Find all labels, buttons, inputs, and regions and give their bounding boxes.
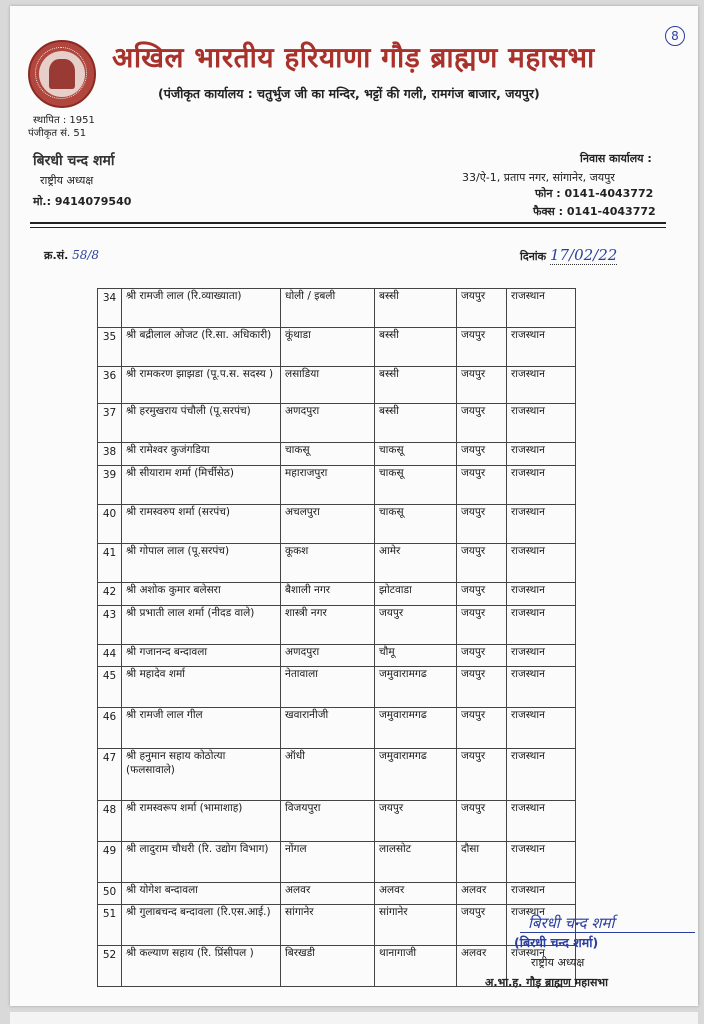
table-row bbox=[98, 367, 576, 404]
residence-address: 33/ऐ-1, प्रताप नगर, सांगानेर, जयपुर bbox=[462, 171, 615, 184]
cell-district: जयपुर bbox=[457, 544, 507, 583]
cell-state: राजस्थान bbox=[507, 708, 576, 749]
cell-no: 50 bbox=[98, 883, 122, 905]
table-row bbox=[98, 749, 576, 801]
cell-name: श्री सीयाराम शर्मा (मिर्चीसेठ) bbox=[122, 466, 281, 505]
cell-tehsil: सांगानेर bbox=[375, 905, 457, 946]
cell-tehsil: जमुवारामगढ bbox=[375, 749, 457, 801]
cell-state: राजस्थान bbox=[507, 544, 576, 583]
cell-tehsil: अलवर bbox=[375, 883, 457, 905]
cell-district: जयपुर bbox=[457, 667, 507, 708]
cell-name: श्री बद्रीलाल ओजट (रि.सा. अधिकारी) bbox=[122, 328, 281, 367]
mobile-number: मो.: 9414079540 bbox=[33, 195, 132, 208]
cell-name: श्री रामजी लाल गील bbox=[122, 708, 281, 749]
signature-underline bbox=[520, 932, 695, 933]
cell-name: श्री गुलाबचन्द बन्दावला (रि.एस.आई.) bbox=[122, 905, 281, 946]
established-year: स्थापित : 1951 bbox=[33, 115, 95, 126]
cell-district: दौसा bbox=[457, 842, 507, 883]
cell-name: श्री कल्याण सहाय (रि. प्रिंसीपल ) bbox=[122, 946, 281, 987]
cell-state: राजस्थान bbox=[507, 328, 576, 367]
cell-state: राजस्थान bbox=[507, 801, 576, 842]
organization-title: अखिल भारतीय हरियाणा गौड़ ब्राह्मण महासभा bbox=[112, 41, 595, 74]
cell-state: राजस्थान bbox=[507, 583, 576, 606]
date-value: 17/02/22 bbox=[549, 246, 618, 264]
cell-name: श्री योगेश बन्दावला bbox=[122, 883, 281, 905]
cell-village: नेतावाला bbox=[281, 667, 375, 708]
cell-tehsil: चाकसू bbox=[375, 505, 457, 544]
cell-no: 39 bbox=[98, 466, 122, 505]
header-divider-thin bbox=[30, 227, 666, 228]
cell-name: श्री हनुमान सहाय कोठोत्या (फलसावाले) bbox=[122, 749, 281, 801]
cell-no: 44 bbox=[98, 645, 122, 667]
cell-no: 46 bbox=[98, 708, 122, 749]
cell-no: 40 bbox=[98, 505, 122, 544]
cell-village: कूकश bbox=[281, 544, 375, 583]
registered-office: (पंजीकृत कार्यालय : चतुर्भुज जी का मन्दिर, भट्टों की गली, रामगंज बाजार, जयपुर) bbox=[158, 86, 540, 101]
cell-name: श्री रामकरण झाझडा (पू.प.स. सदस्य ) bbox=[122, 367, 281, 404]
table-row bbox=[98, 801, 576, 842]
cell-state: राजस्थान bbox=[507, 645, 576, 667]
cell-village: बैशाली नगर bbox=[281, 583, 375, 606]
cell-state: राजस्थान bbox=[507, 905, 576, 946]
header-divider bbox=[30, 222, 666, 224]
seal-emblem-icon bbox=[49, 59, 75, 89]
cell-district: जयपुर bbox=[457, 583, 507, 606]
cell-tehsil: आमेर bbox=[375, 544, 457, 583]
cell-district: अलवर bbox=[457, 883, 507, 905]
cell-no: 49 bbox=[98, 842, 122, 883]
cell-village: अणदपुरा bbox=[281, 404, 375, 443]
table-row bbox=[98, 667, 576, 708]
cell-tehsil: जमुवारामगढ bbox=[375, 708, 457, 749]
table-row bbox=[98, 289, 576, 328]
table-row bbox=[98, 883, 576, 905]
cell-tehsil: चाकसू bbox=[375, 443, 457, 466]
cell-district: जयपुर bbox=[457, 606, 507, 645]
table-row bbox=[98, 842, 576, 883]
date-field bbox=[520, 246, 617, 264]
cell-district: जयपुर bbox=[457, 708, 507, 749]
cell-state: राजस्थान bbox=[507, 667, 576, 708]
cell-name: श्री रामेश्वर कुजंगडिया bbox=[122, 443, 281, 466]
cell-district: जयपुर bbox=[457, 443, 507, 466]
cell-state: राजस्थान bbox=[507, 505, 576, 544]
table-row bbox=[98, 606, 576, 645]
cell-no: 51 bbox=[98, 905, 122, 946]
cell-tehsil: बस्सी bbox=[375, 367, 457, 404]
cell-name: श्री अशोक कुमार बलेसरा bbox=[122, 583, 281, 606]
handwritten-signature: बिरधी चन्द शर्मा bbox=[528, 914, 615, 932]
cell-tehsil: जमुवारामगढ bbox=[375, 667, 457, 708]
cell-tehsil: बस्सी bbox=[375, 289, 457, 328]
cell-no: 41 bbox=[98, 544, 122, 583]
cell-tehsil: झोटवाडा bbox=[375, 583, 457, 606]
cell-state: राजस्थान bbox=[507, 883, 576, 905]
cell-state: राजस्थान bbox=[507, 606, 576, 645]
cell-name: श्री प्रभाती लाल शर्मा (नीदड वाले) bbox=[122, 606, 281, 645]
cell-district: जयपुर bbox=[457, 466, 507, 505]
cell-district: जयपुर bbox=[457, 404, 507, 443]
registration-number: पंजीकृत सं. 51 bbox=[28, 128, 87, 139]
cell-no: 38 bbox=[98, 443, 122, 466]
cell-village: नोंगल bbox=[281, 842, 375, 883]
cell-village: अणदपुरा bbox=[281, 645, 375, 667]
cell-state: राजस्थान bbox=[507, 404, 576, 443]
table-row bbox=[98, 404, 576, 443]
cell-tehsil: लालसोट bbox=[375, 842, 457, 883]
signatory-title: राष्ट्रीय अध्यक्ष bbox=[531, 956, 585, 969]
reference-value: 58/8 bbox=[72, 248, 100, 262]
next-page-edge bbox=[10, 1012, 698, 1024]
table-row bbox=[98, 466, 576, 505]
cell-no: 42 bbox=[98, 583, 122, 606]
cell-state: राजस्थान bbox=[507, 842, 576, 883]
cell-district: जयपुर bbox=[457, 505, 507, 544]
cell-no: 35 bbox=[98, 328, 122, 367]
cell-tehsil: चौमू bbox=[375, 645, 457, 667]
cell-name: श्री गोपाल लाल (पू.सरपंच) bbox=[122, 544, 281, 583]
cell-village: चाकसू bbox=[281, 443, 375, 466]
date-label: दिनांक bbox=[520, 250, 547, 263]
table-row bbox=[98, 583, 576, 606]
cell-name: श्री रामजी लाल (रि.व्याख्याता) bbox=[122, 289, 281, 328]
cell-village: ऑधी bbox=[281, 749, 375, 801]
organization-seal-logo bbox=[28, 40, 96, 108]
cell-district: जयपुर bbox=[457, 289, 507, 328]
cell-no: 34 bbox=[98, 289, 122, 328]
cell-village: अलवर bbox=[281, 883, 375, 905]
cell-no: 45 bbox=[98, 667, 122, 708]
cell-name: श्री रामस्वरुप शर्मा (सरपंच) bbox=[122, 505, 281, 544]
fax-number: फैक्स : 0141-4043772 bbox=[533, 205, 656, 218]
cell-village: शास्त्री नगर bbox=[281, 606, 375, 645]
cell-tehsil: जयपुर bbox=[375, 606, 457, 645]
cell-name: श्री महादेव शर्मा bbox=[122, 667, 281, 708]
signatory-organization: अ.भा.ह. गौड़ ब्राह्मण महासभा bbox=[485, 976, 608, 989]
table-row bbox=[98, 443, 576, 466]
member-table bbox=[97, 288, 576, 987]
cell-district: जयपुर bbox=[457, 801, 507, 842]
cell-no: 43 bbox=[98, 606, 122, 645]
table-row bbox=[98, 505, 576, 544]
cell-village: खवारानीजी bbox=[281, 708, 375, 749]
cell-no: 36 bbox=[98, 367, 122, 404]
cell-district: जयपुर bbox=[457, 749, 507, 801]
cell-village: विजयपुरा bbox=[281, 801, 375, 842]
cell-name: श्री रामस्वरूप शर्मा (भामाशाह) bbox=[122, 801, 281, 842]
table-row bbox=[98, 708, 576, 749]
residence-label: निवास कार्यालय : bbox=[580, 152, 652, 165]
cell-district: जयपुर bbox=[457, 645, 507, 667]
cell-tehsil: चाकसू bbox=[375, 466, 457, 505]
president-title: राष्ट्रीय अध्यक्ष bbox=[40, 174, 94, 187]
table-row bbox=[98, 544, 576, 583]
cell-state: राजस्थान bbox=[507, 946, 576, 987]
signatory-name: (बिरधी चन्द शर्मा) bbox=[514, 935, 599, 950]
reference-label: क्र.सं. bbox=[44, 249, 69, 262]
cell-state: राजस्थान bbox=[507, 289, 576, 328]
cell-no: 48 bbox=[98, 801, 122, 842]
cell-tehsil: बस्सी bbox=[375, 328, 457, 367]
cell-state: राजस्थान bbox=[507, 367, 576, 404]
cell-village: अचलपुरा bbox=[281, 505, 375, 544]
cell-state: राजस्थान bbox=[507, 749, 576, 801]
cell-village: लसाडिया bbox=[281, 367, 375, 404]
cell-village: बिरखडी bbox=[281, 946, 375, 987]
table-row bbox=[98, 645, 576, 667]
cell-district: जयपुर bbox=[457, 367, 507, 404]
cell-district: जयपुर bbox=[457, 328, 507, 367]
cell-village: धोली / इबली bbox=[281, 289, 375, 328]
cell-district: अलवर bbox=[457, 946, 507, 987]
cell-name: श्री हरमुखराय पंचौली (पू.सरपंच) bbox=[122, 404, 281, 443]
cell-tehsil: जयपुर bbox=[375, 801, 457, 842]
cell-tehsil: थानागाजी bbox=[375, 946, 457, 987]
cell-district: जयपुर bbox=[457, 905, 507, 946]
phone-number: फोन : 0141-4043772 bbox=[535, 187, 654, 200]
cell-tehsil: बस्सी bbox=[375, 404, 457, 443]
page-number-circle: 8 bbox=[665, 26, 685, 46]
cell-village: सांगानेर bbox=[281, 905, 375, 946]
table-row bbox=[98, 905, 576, 946]
reference-number bbox=[44, 248, 99, 263]
table-row bbox=[98, 328, 576, 367]
cell-village: महाराजपुरा bbox=[281, 466, 375, 505]
cell-no: 52 bbox=[98, 946, 122, 987]
president-name: बिरधी चन्द शर्मा bbox=[33, 153, 115, 169]
cell-no: 37 bbox=[98, 404, 122, 443]
cell-village: कूंथाडा bbox=[281, 328, 375, 367]
cell-state: राजस्थान bbox=[507, 466, 576, 505]
cell-name: श्री लादुराम चौधरी (रि. उद्योग विभाग) bbox=[122, 842, 281, 883]
cell-state: राजस्थान bbox=[507, 443, 576, 466]
cell-no: 47 bbox=[98, 749, 122, 801]
cell-name: श्री गजानन्द बन्दावला bbox=[122, 645, 281, 667]
